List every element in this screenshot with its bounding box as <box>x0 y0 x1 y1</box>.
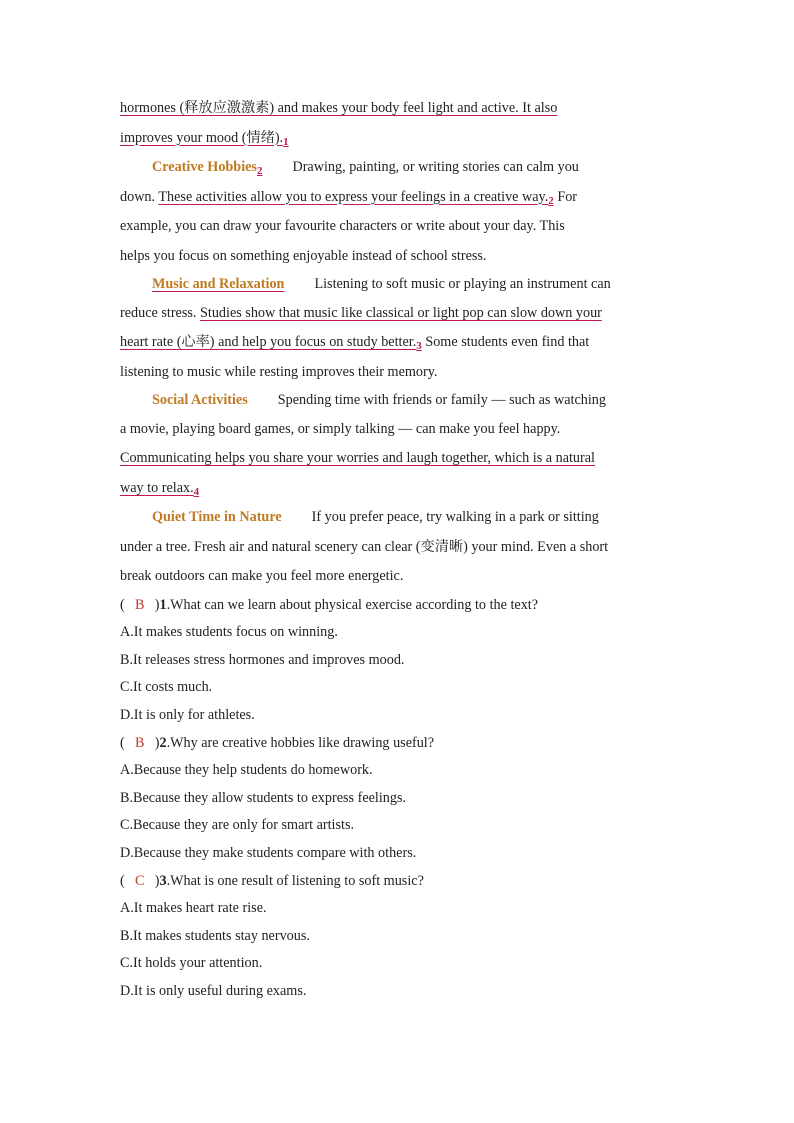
question-2 <box>120 730 676 868</box>
option: C.It holds your attention. <box>120 955 263 972</box>
underlined-sentence: Communicating helps you share your worries and laugh together, which is a natural <box>120 450 595 467</box>
paragraph-text: For <box>553 188 578 205</box>
passage-line <box>120 328 676 358</box>
question-number: 2 <box>159 734 167 751</box>
option: A.It makes heart rate rise. <box>120 900 267 917</box>
passage-line <box>120 299 676 329</box>
option: D.It is only useful during exams. <box>120 983 307 999</box>
option: C.It costs much. <box>120 679 213 696</box>
passage-line <box>120 474 676 504</box>
paragraph-text: Some students even find that <box>421 334 590 351</box>
passage-line <box>120 503 676 533</box>
document-page <box>120 94 676 1006</box>
question-stem: ( B )1.What can we learn about physical exercise according to the text? <box>120 592 676 620</box>
question-1 <box>120 592 676 730</box>
passage-line <box>120 444 676 474</box>
question-number: 3 <box>159 872 167 889</box>
question-stem: ( C )3.What is one result of listening to soft music? <box>120 868 676 896</box>
section-heading-creative-hobbies: Creative Hobbies <box>152 159 257 175</box>
passage-line: a movie, playing board games, or simply talking — can make you feel happy. <box>120 420 561 437</box>
passage-line <box>120 124 676 154</box>
sentence-marker: 1 <box>283 135 289 148</box>
passage-line: listening to music while resting improves their memory. <box>120 363 438 380</box>
option: B.It makes students stay nervous. <box>120 927 310 944</box>
answer-blank: C <box>135 872 145 889</box>
passage-line <box>120 94 676 124</box>
passage-line: under a tree. Fresh air and natural scenery can clear (变清晰) your mind. Even a short <box>120 538 609 555</box>
option: A.It makes students focus on winning. <box>120 624 338 641</box>
passage-line: example, you can draw your favourite characters or write about your day. This <box>120 218 565 234</box>
underlined-sentence: heart rate (心率) and help you focus on study better. <box>120 334 417 351</box>
underlined-sentence: hormones (释放应激激素) and makes your body feel light and active. It also <box>120 100 558 116</box>
sentence-marker: 4 <box>193 485 200 498</box>
underlined-sentence: improves your mood (情绪). <box>120 129 284 146</box>
paragraph-text: Listening to soft music or playing an instrument can <box>314 276 611 292</box>
sentence-marker: 2 <box>256 165 263 177</box>
section-heading-quiet-time: Quiet Time in Nature <box>152 509 282 526</box>
section-heading-music-relaxation: Music and Relaxation <box>152 276 285 292</box>
paragraph-text: Drawing, painting, or writing stories can calm you <box>292 159 579 175</box>
section-heading-social-activities: Social Activities <box>152 392 248 409</box>
option: B.Because they allow students to express feelings. <box>120 789 407 806</box>
option: D.Because they make students compare with others. <box>120 845 417 862</box>
passage-line: helps you focus on something enjoyable instead of school stress. <box>120 247 487 264</box>
underlined-sentence: These activities allow you to express your feelings in a creative way. <box>158 188 549 205</box>
option: B.It releases stress hormones and improves mood. <box>120 651 405 668</box>
sentence-marker: 3 <box>416 340 422 353</box>
paragraph-text: reduce stress. <box>120 304 200 321</box>
question-stem: ( B )2.Why are creative hobbies like drawing useful? <box>120 730 676 758</box>
paragraph-text: down. <box>120 188 159 205</box>
passage-line <box>120 153 676 183</box>
question-3 <box>120 868 676 1006</box>
paragraph-text: If you prefer peace, try walking in a park or sitting <box>311 509 599 526</box>
answer-blank: B <box>135 734 145 751</box>
underlined-sentence: way to relax. <box>120 479 194 496</box>
passage-line <box>120 183 676 213</box>
underlined-sentence: Studies show that music like classical or light pop can slow down your <box>199 304 602 321</box>
option: D.It is only for athletes. <box>120 707 255 724</box>
option: A.Because they help students do homework. <box>120 762 373 779</box>
passage-line: break outdoors can make you feel more energetic. <box>120 568 404 585</box>
questions-section <box>120 592 676 1006</box>
answer-blank: B <box>135 596 145 613</box>
sentence-marker: 2 <box>548 194 554 207</box>
option: C.Because they are only for smart artists. <box>120 817 355 834</box>
paragraph-text: Spending time with friends or family — such as watching <box>277 392 606 409</box>
passage-line <box>120 387 676 415</box>
passage-line <box>120 271 676 299</box>
question-number: 1 <box>159 596 167 613</box>
